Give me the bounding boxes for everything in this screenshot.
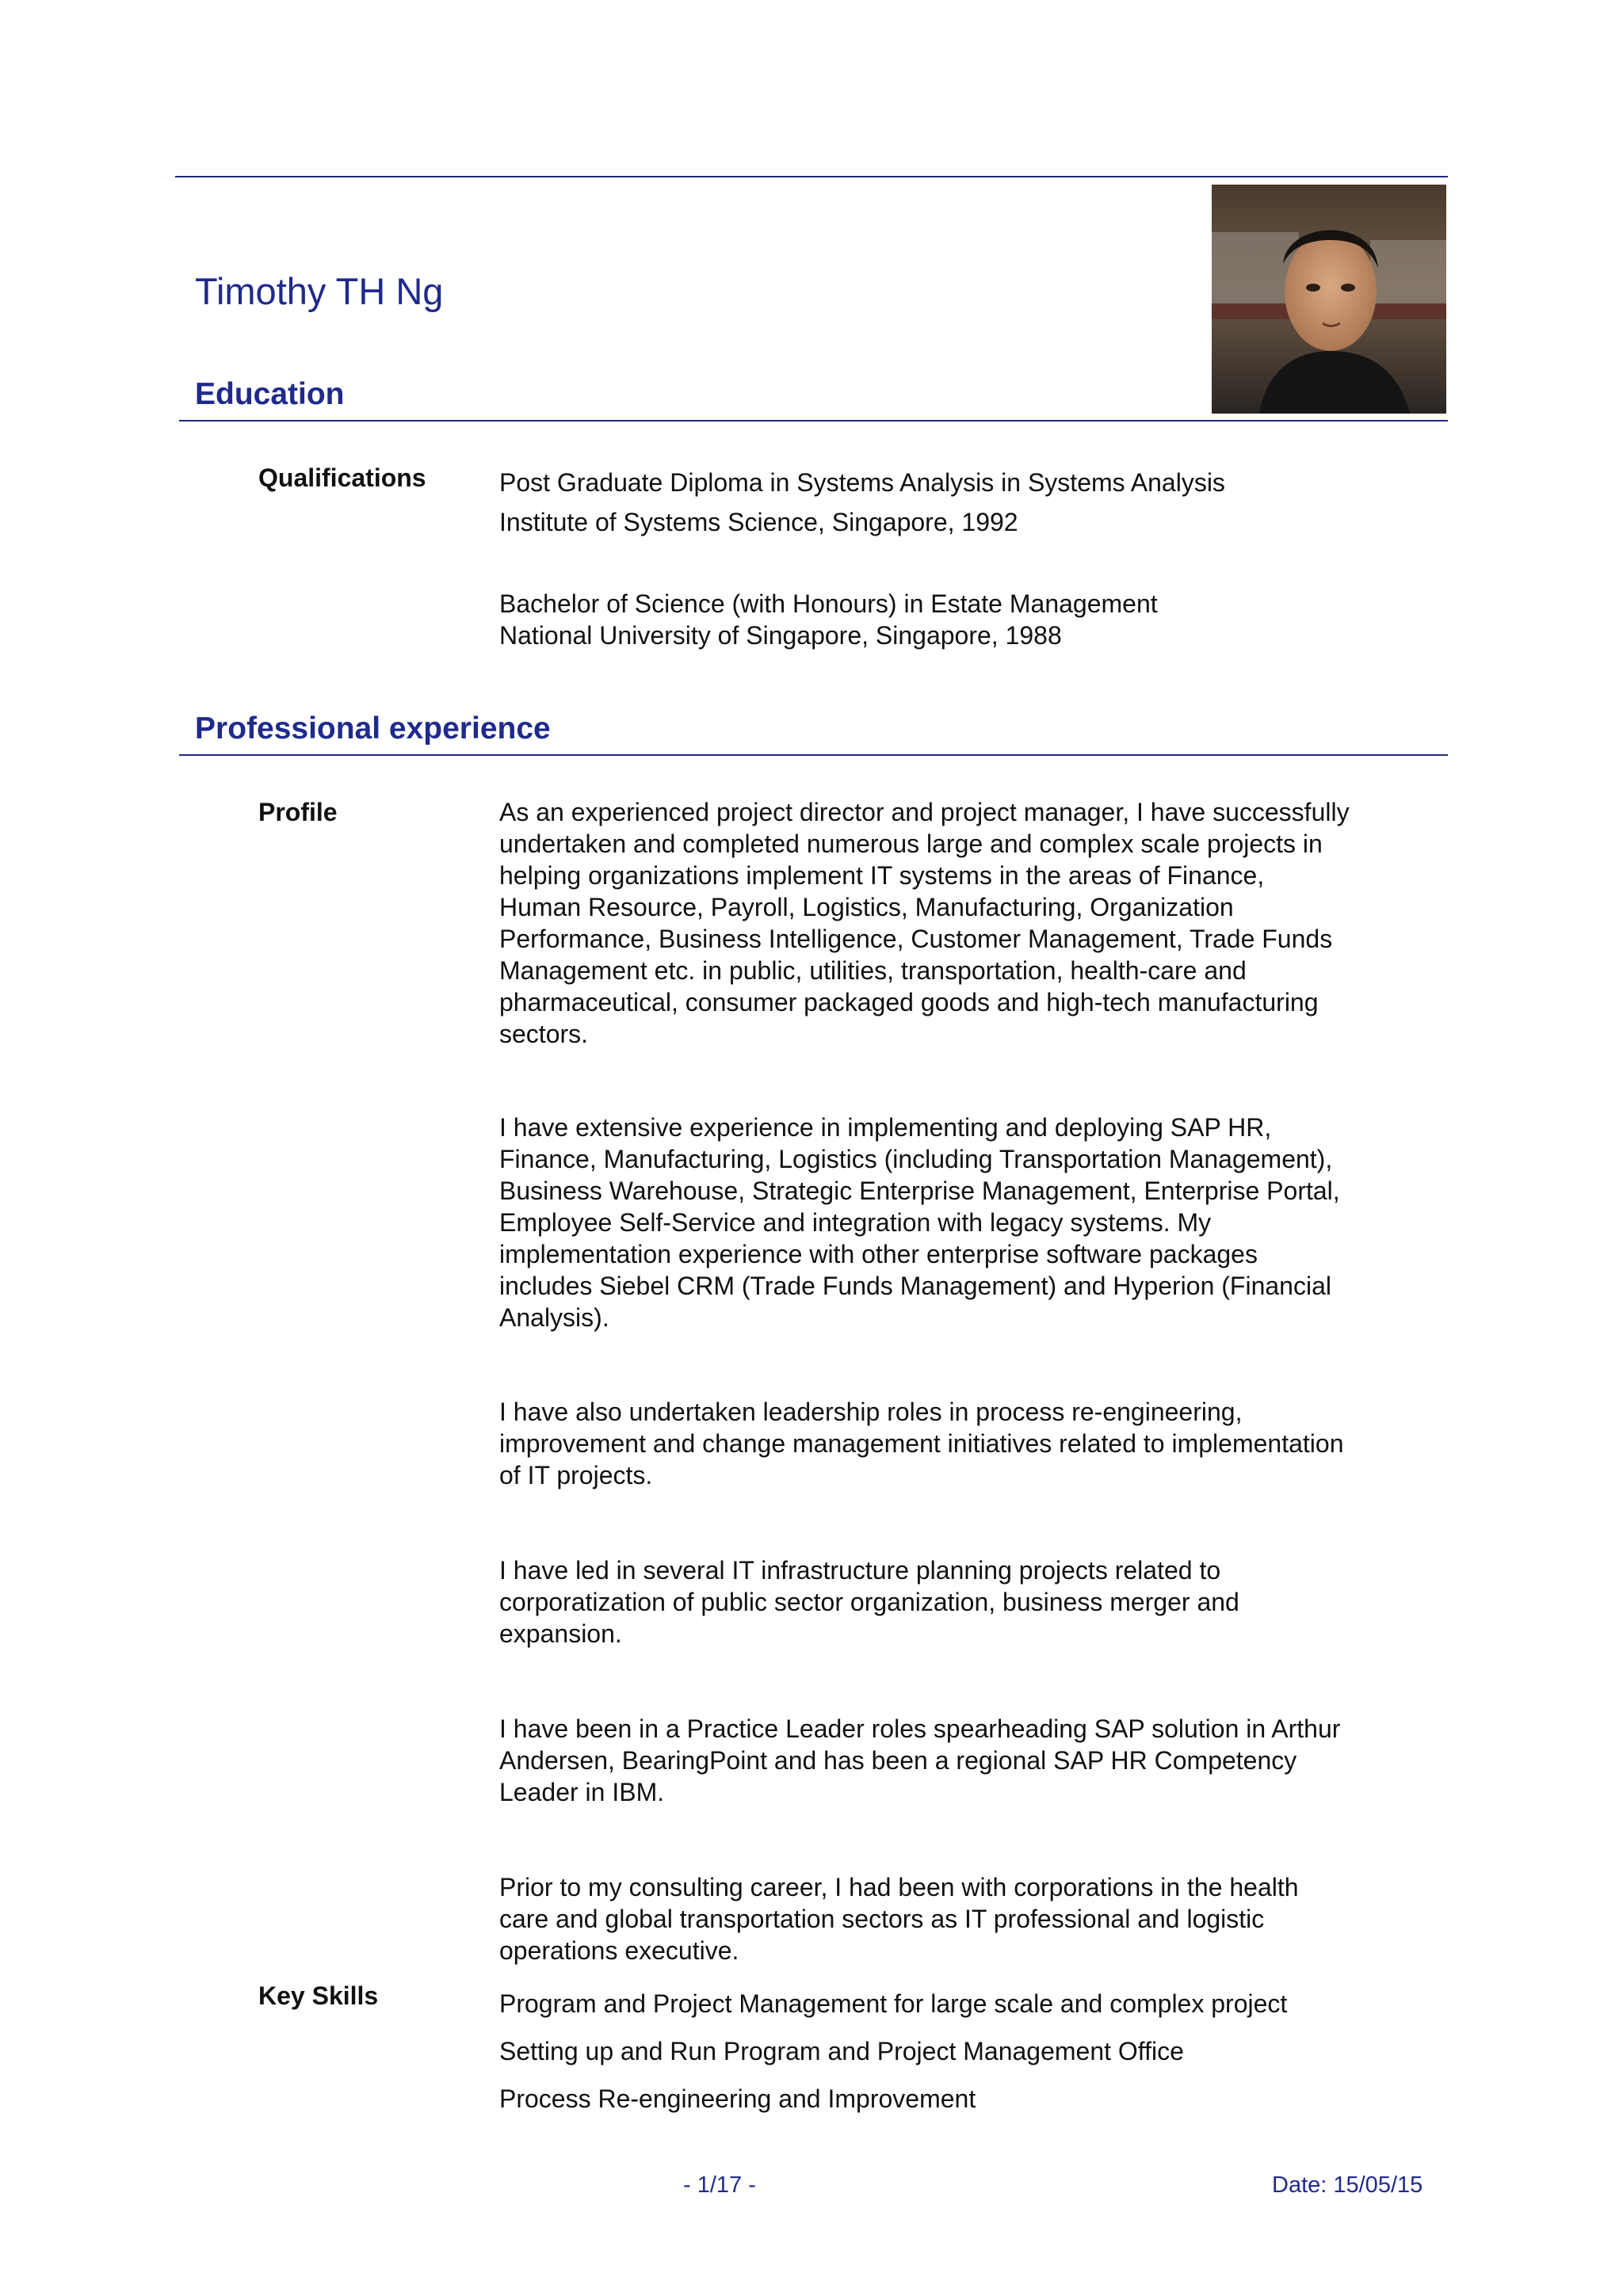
text-line: Performance, Business Intelligence, Customer Management, Trade Funds — [499, 925, 1333, 953]
profile-paragraph — [499, 1396, 1426, 1491]
text-line: of IT projects. — [499, 1461, 653, 1489]
text-line: Leader in IBM. — [499, 1778, 665, 1806]
skill-item: Process Re-engineering and Improvement — [499, 2084, 976, 2113]
text-line: helping organizations implement IT systems in the areas of Finance, — [499, 861, 1265, 890]
profile-paragraph — [499, 1112, 1426, 1333]
text-line: Andersen, BearingPoint and has been a regional SAP HR Competency — [499, 1746, 1297, 1775]
key-skills-list — [499, 1980, 1426, 2122]
text-line: I have led in several IT infrastructure planning projects related to — [499, 1556, 1221, 1585]
experience-heading: Professional experience — [195, 711, 551, 746]
text-line: implementation experience with other enterprise software packages — [499, 1240, 1258, 1268]
text-line: Analysis). — [499, 1303, 609, 1332]
text-line: Finance, Manufacturing, Logistics (including Transportation Management), — [499, 1145, 1333, 1173]
text-line: Business Warehouse, Strategic Enterprise Management, Enterprise Portal, — [499, 1177, 1340, 1205]
text-line: Prior to my consulting career, I had been with corporations in the health — [499, 1873, 1299, 1901]
text-line: I have been in a Practice Leader roles spearheading SAP solution in Arthur — [499, 1714, 1341, 1743]
text-line: corporatization of public sector organization, business merger and — [499, 1588, 1239, 1616]
qualifications-label: Qualifications — [258, 463, 426, 492]
text-line: Employee Self-Service and integration with legacy systems. My — [499, 1208, 1212, 1237]
skill-item: Setting up and Run Program and Project Management Office — [499, 2037, 1184, 2065]
text-line: sectors. — [499, 1020, 589, 1048]
text-line: I have extensive experience in implementing and deploying SAP HR, — [499, 1113, 1272, 1142]
profile-paragraph — [499, 796, 1426, 1050]
text-line: Post Graduate Diploma in Systems Analysis in Systems Analysis — [499, 468, 1225, 497]
text-line: Human Resource, Payroll, Logistics, Manufacturing, Organization — [499, 893, 1234, 921]
profile-label: Profile — [258, 798, 338, 826]
profile-paragraph — [499, 1713, 1426, 1808]
experience-rule — [179, 754, 1448, 756]
text-line: National University of Singapore, Singapore, 1988 — [499, 621, 1062, 650]
text-line: I have also undertaken leadership roles in process re-engineering, — [499, 1398, 1243, 1426]
text-line: pharmaceutical, consumer packaged goods and high-tech manufacturing — [499, 988, 1319, 1016]
page-number: - 1/17 - — [683, 2172, 756, 2198]
text-line: Bachelor of Science (with Honours) in Estate Management — [499, 589, 1158, 618]
qualification-entry — [499, 463, 1426, 542]
top-rule — [175, 176, 1448, 177]
text-line: Institute of Systems Science, Singapore, 1992 — [499, 508, 1018, 536]
text-line: expansion. — [499, 1619, 622, 1648]
text-line: includes Siebel CRM (Trade Funds Management) and Hyperion (Financial — [499, 1272, 1331, 1300]
document-date: Date: 15/05/15 — [1272, 2172, 1423, 2198]
text-line: care and global transportation sectors as IT professional and logistic — [499, 1905, 1265, 1933]
key-skills-label: Key Skills — [258, 1981, 379, 2010]
profile-paragraph — [499, 1554, 1426, 1650]
qualification-entry — [499, 588, 1426, 651]
text-line: As an experienced project director and project manager, I have successfully — [499, 798, 1350, 826]
text-line: undertaken and completed numerous large and complex scale projects in — [499, 830, 1323, 858]
education-heading: Education — [195, 377, 345, 411]
candidate-name: Timothy TH Ng — [195, 270, 444, 312]
text-line: Management etc. in public, utilities, transportation, health-care and — [499, 956, 1247, 985]
education-rule — [179, 420, 1448, 421]
text-line: improvement and change management initiatives related to implementation — [499, 1429, 1344, 1458]
text-line: operations executive. — [499, 1936, 739, 1965]
profile-paragraph — [499, 1871, 1426, 1966]
skill-item: Program and Project Management for large scale and complex project — [499, 1989, 1288, 2018]
profile-photo — [1212, 185, 1446, 414]
